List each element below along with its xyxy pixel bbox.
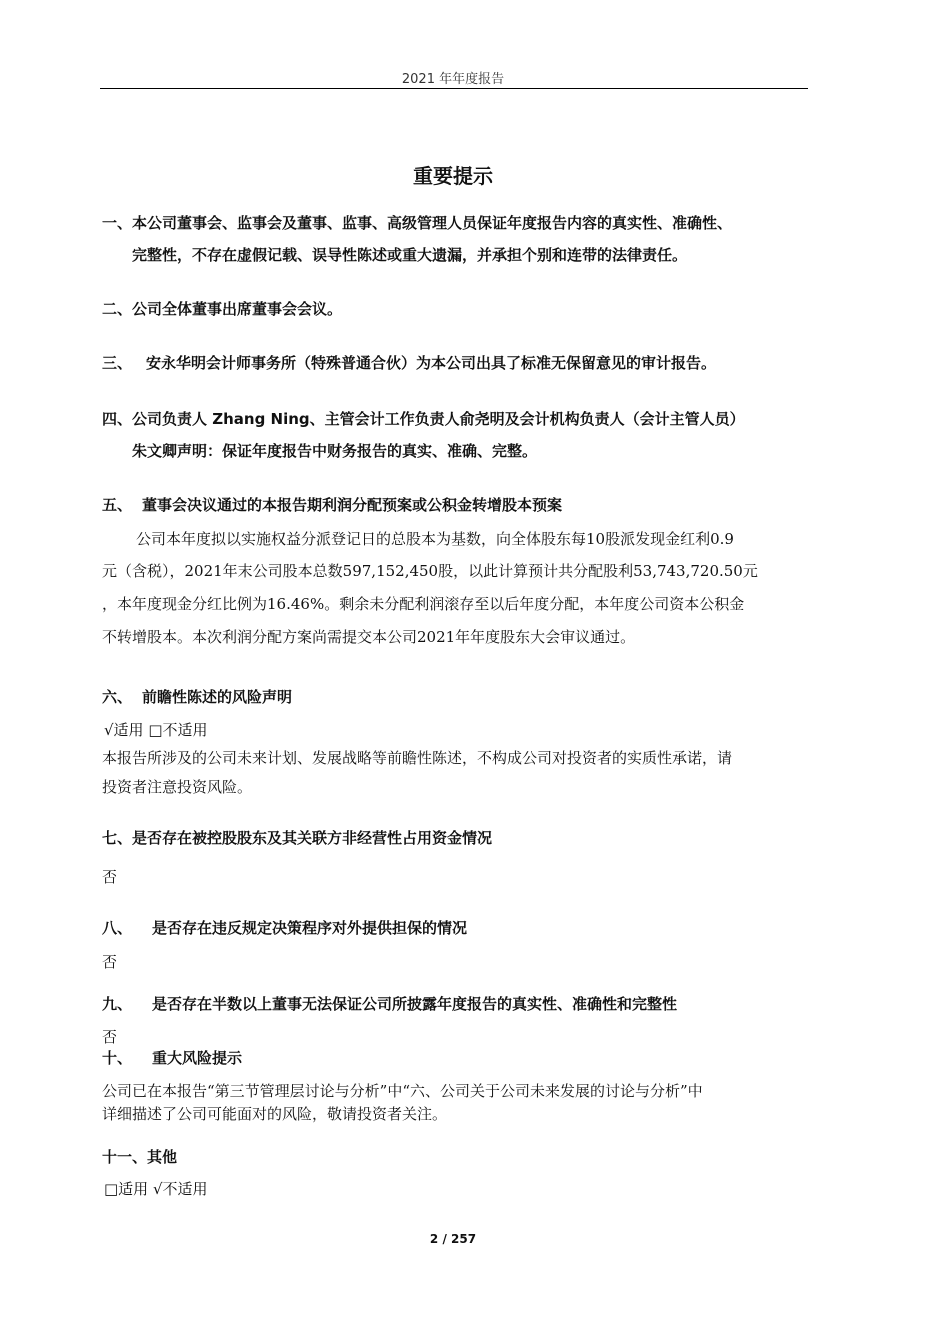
- page-header: 2021 年年度报告: [401, 72, 505, 87]
- section-3-text: 安永华明会计师事务所（特殊普通合伙）为本公司出具了标准无保留意见的审计报告。: [146, 354, 717, 372]
- section-5-line-2: 元（含税），2021年末公司股本总数597,152,450股，以此计算预计共分配股利53,743,720.50元: [102, 562, 758, 580]
- section-9-number: 九、: [102, 995, 133, 1013]
- section-7-answer: 否: [102, 868, 118, 886]
- page-number: 2 / 257: [429, 1232, 477, 1246]
- section-6-line-2: 投资者注意投资风险。: [102, 778, 253, 796]
- section-6-options: √适用 □不适用: [104, 721, 208, 739]
- section-10-line-2: 详细描述了公司可能面对的风险，敬请投资者关注。: [102, 1105, 448, 1123]
- section-10-heading: 重大风险提示: [152, 1049, 243, 1067]
- section-5-line-4: 不转增股本。本次利润分配方案尚需提交本公司2021年年度股东大会审议通过。: [102, 628, 636, 646]
- section-9-heading: 是否存在半数以上董事无法保证公司所披露年度报告的真实性、准确性和完整性: [152, 995, 678, 1013]
- section-8-heading: 是否存在违反规定决策程序对外提供担保的情况: [152, 919, 468, 937]
- section-9-answer: 否: [102, 1028, 118, 1046]
- section-11-options: □适用 √不适用: [104, 1180, 208, 1198]
- section-1-line-1: 一、本公司董事会、监事会及董事、监事、高级管理人员保证年度报告内容的真实性、准确性、: [102, 214, 733, 232]
- page-title: 重要提示: [413, 164, 493, 188]
- section-5-line-1: 公司本年度拟以实施权益分派登记日的总股本为基数，向全体股东每10股派发现金红利0.9: [136, 530, 734, 548]
- section-6-number: 六、: [102, 688, 133, 706]
- section-1-line-2: 完整性，不存在虚假记载、误导性陈述或重大遗漏，并承担个别和连带的法律责任。: [132, 246, 688, 264]
- section-8-number: 八、: [102, 919, 133, 937]
- section-4-line-2: 朱文卿声明：保证年度报告中财务报告的真实、准确、完整。: [132, 442, 538, 460]
- section-5-heading: 董事会决议通过的本报告期利润分配预案或公积金转增股本预案: [142, 496, 563, 514]
- header-divider: [100, 88, 808, 89]
- section-6-heading: 前瞻性陈述的风险声明: [142, 688, 293, 706]
- section-11-heading: 十一、其他: [102, 1148, 178, 1166]
- section-6-line-1: 本报告所涉及的公司未来计划、发展战略等前瞻性陈述，不构成公司对投资者的实质性承诺，请: [102, 749, 733, 767]
- section-7-heading: 七、是否存在被控股股东及其关联方非经营性占用资金情况: [102, 829, 493, 847]
- section-10-number: 十、: [102, 1049, 133, 1067]
- section-5-line-3: ，本年度现金分红比例为16.46%。剩余未分配利润滚存至以后年度分配，本年度公司资本公积金: [102, 595, 745, 613]
- section-10-line-1: 公司已在本报告“第三节管理层讨论与分析”中“六、公司关于公司未来发展的讨论与分析”中: [102, 1082, 703, 1100]
- section-3-number: 三、: [102, 354, 133, 372]
- section-8-answer: 否: [102, 953, 118, 971]
- section-4-line-1: 四、公司负责人 Zhang Ning、主管会计工作负责人俞尧明及会计机构负责人（会计主管人员）: [102, 410, 745, 428]
- section-2: 二、公司全体董事出席董事会会议。: [102, 300, 343, 318]
- section-5-number: 五、: [102, 496, 133, 514]
